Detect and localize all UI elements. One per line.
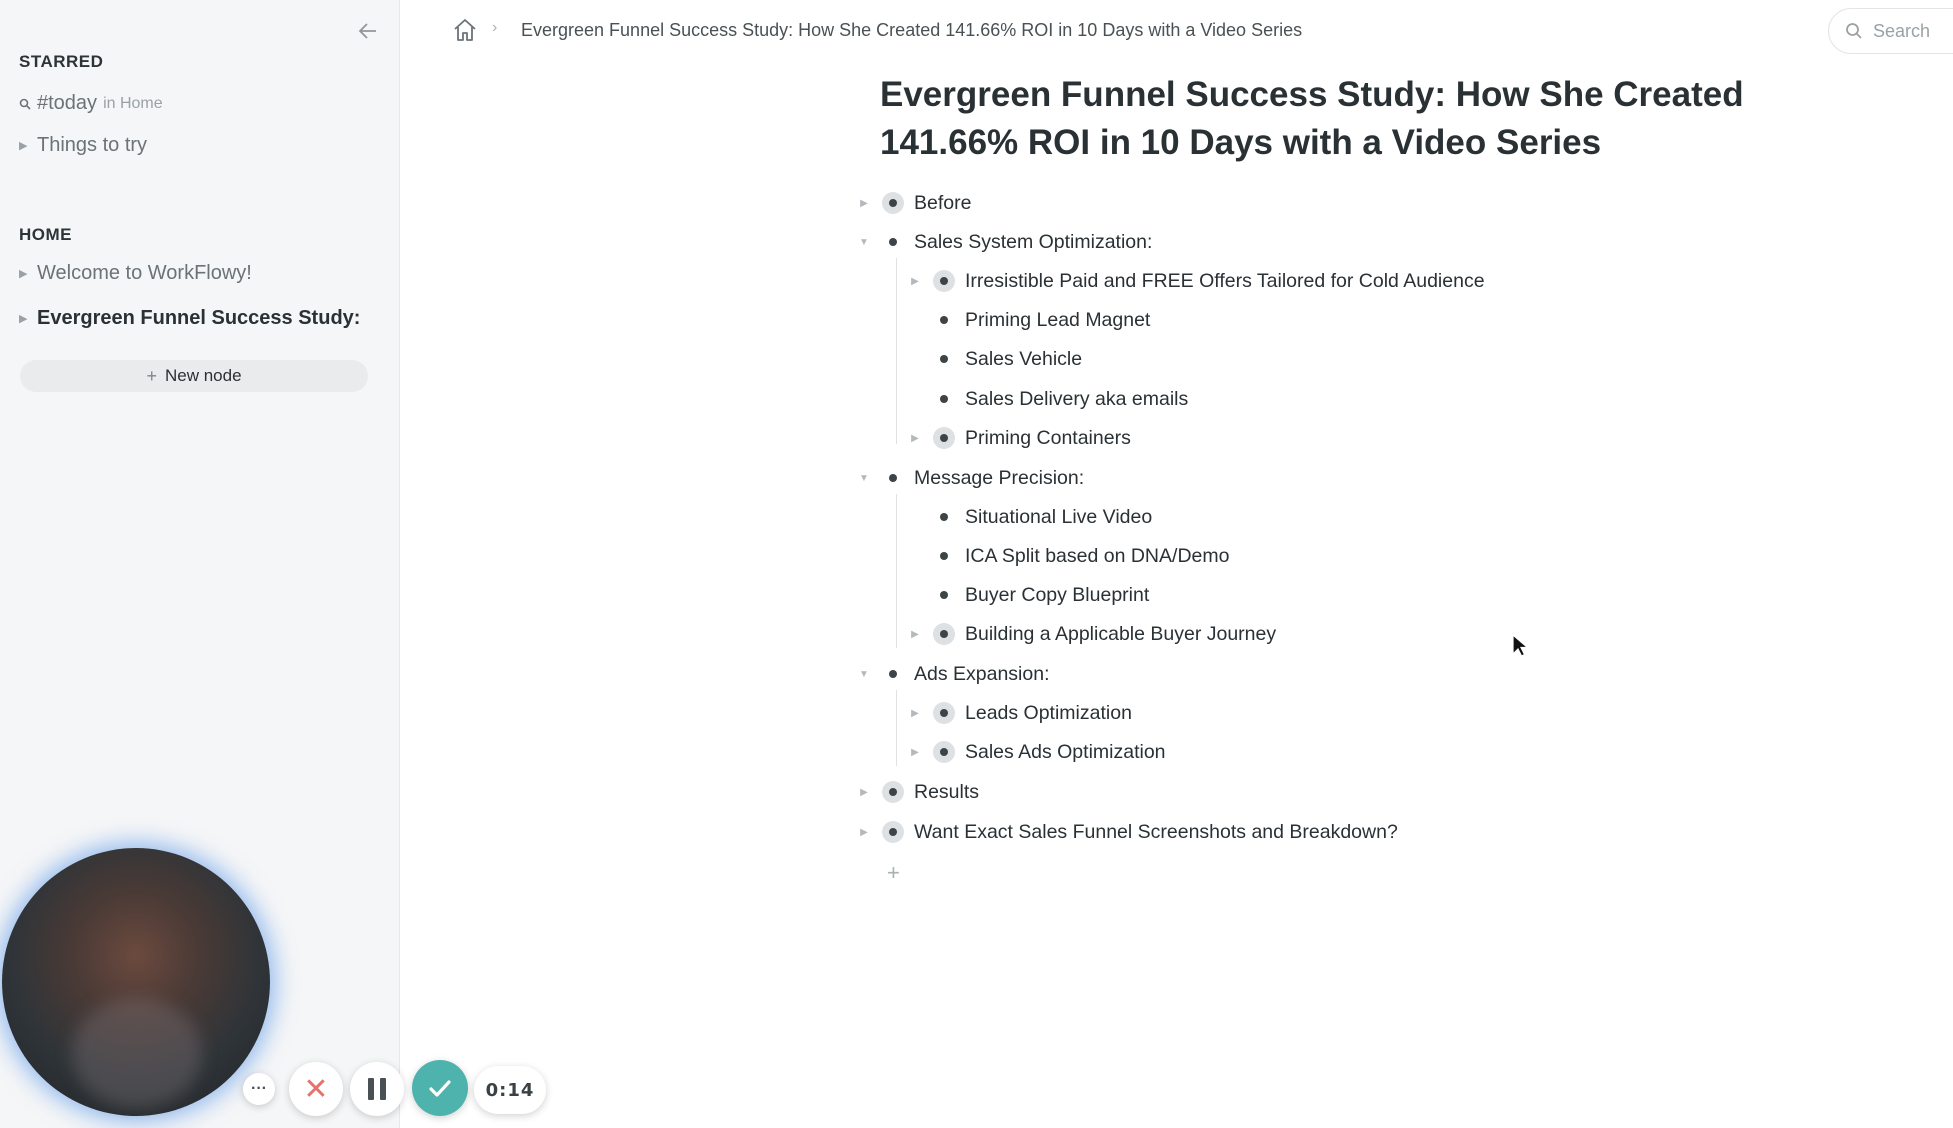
recorder-pause-button[interactable]	[350, 1062, 404, 1116]
expand-triangle-icon: ▶	[19, 268, 28, 280]
collapse-sidebar-button[interactable]	[353, 16, 383, 46]
bullet-icon[interactable]	[882, 663, 904, 685]
starred-item-location: in Home	[103, 94, 163, 112]
outline-item-text[interactable]: ICA Split based on DNA/Demo	[965, 544, 1230, 567]
bullet-icon[interactable]	[933, 741, 955, 763]
outline-item[interactable]	[933, 385, 1188, 413]
search-input[interactable]	[1828, 8, 1953, 54]
home-button[interactable]	[451, 16, 479, 44]
search-icon	[1845, 22, 1863, 40]
outline-item[interactable]	[911, 699, 1132, 727]
expand-triangle-icon[interactable]: ▶	[911, 432, 919, 444]
add-item-plus-icon[interactable]: +	[887, 860, 900, 885]
outline-item-text[interactable]: Before	[914, 191, 972, 214]
chevron-right-icon: ›	[492, 19, 498, 36]
arrow-left-icon	[357, 20, 379, 42]
bullet-icon[interactable]	[933, 348, 955, 370]
new-node-button[interactable]	[20, 360, 368, 392]
outline-item[interactable]	[933, 542, 1229, 570]
outline-item[interactable]	[860, 778, 980, 806]
search-icon	[19, 98, 37, 110]
pause-icon-bar	[380, 1078, 386, 1100]
bullet-icon[interactable]	[933, 545, 955, 567]
home-heading: HOME	[19, 225, 72, 244]
bullet-icon[interactable]	[882, 231, 904, 253]
outline-item-text[interactable]: Sales Vehicle	[965, 347, 1083, 370]
outline-item[interactable]	[933, 306, 1150, 334]
outline-item-text[interactable]: Priming Containers	[965, 426, 1131, 449]
expand-triangle-icon[interactable]: ▶	[911, 707, 919, 719]
bullet-icon[interactable]	[933, 309, 955, 331]
pause-icon-bar	[368, 1078, 374, 1100]
collapse-triangle-icon[interactable]: ▼	[859, 236, 869, 248]
outline-item-text[interactable]: Situational Live Video	[965, 505, 1153, 528]
bullet-icon[interactable]	[933, 427, 955, 449]
outline-item-text[interactable]: Results	[914, 780, 980, 803]
bullet-icon[interactable]	[882, 821, 904, 843]
outline-item[interactable]	[859, 464, 1085, 492]
recorder-more-button[interactable]	[243, 1073, 275, 1105]
starred-item-label: Things to try	[37, 134, 148, 156]
bullet-icon[interactable]	[933, 270, 955, 292]
recorder-timer: 0:14	[474, 1066, 546, 1114]
close-icon: ✕	[303, 1072, 329, 1106]
recorder-finish-button[interactable]	[412, 1060, 468, 1116]
webcam-bubble[interactable]	[2, 848, 270, 1116]
outline-item[interactable]	[933, 345, 1082, 373]
expand-triangle-icon[interactable]: ▶	[911, 746, 919, 758]
home-item-label: Welcome to WorkFlowy!	[37, 262, 252, 284]
more-icon: ···	[251, 1080, 267, 1097]
outline-item-text[interactable]: Ads Expansion:	[914, 662, 1050, 685]
expand-triangle-icon[interactable]: ▶	[911, 275, 919, 287]
expand-triangle-icon[interactable]: ▶	[911, 628, 919, 640]
outline-item-text[interactable]: Want Exact Sales Funnel Screenshots and Breakdown?	[914, 820, 1398, 843]
bullet-icon[interactable]	[933, 388, 955, 410]
bullet-icon[interactable]	[933, 584, 955, 606]
outline-item[interactable]	[860, 818, 1398, 846]
home-item-welcome[interactable]	[19, 262, 252, 285]
outline-item[interactable]	[911, 620, 1277, 648]
expand-triangle-icon[interactable]: ▶	[860, 826, 868, 838]
collapse-triangle-icon[interactable]: ▼	[859, 472, 869, 484]
bullet-icon[interactable]	[882, 467, 904, 489]
outline-item[interactable]	[933, 503, 1152, 531]
new-node-label: New node	[164, 366, 242, 385]
starred-item-things-to-try[interactable]	[19, 134, 147, 157]
bullet-icon[interactable]	[882, 781, 904, 803]
outline-guide-line	[896, 690, 897, 766]
search-placeholder: Search	[1873, 20, 1931, 41]
mouse-cursor-icon	[1512, 634, 1528, 658]
plus-icon: +	[146, 365, 157, 386]
outline-guide-line	[896, 258, 897, 444]
expand-triangle-icon[interactable]: ▶	[860, 786, 868, 798]
starred-item-today[interactable]	[19, 92, 163, 115]
outline-item-text[interactable]: Sales System Optimization:	[914, 230, 1153, 253]
outline-item[interactable]	[911, 267, 1485, 295]
page-title[interactable]: Evergreen Funnel Success Study: How She Created 141.66% ROI in 10 Days with a Video Series	[880, 75, 1744, 162]
bullet-icon[interactable]	[933, 623, 955, 645]
outline-item-text[interactable]: Irresistible Paid and FREE Offers Tailored for Cold Audience	[965, 269, 1485, 292]
breadcrumb-current[interactable]: Evergreen Funnel Success Study: How She Created 141.66% ROI in 10 Days with a Video Series	[521, 20, 1303, 40]
outline-item-text[interactable]: Buyer Copy Blueprint	[965, 583, 1150, 606]
starred-heading: STARRED	[19, 52, 104, 71]
outline-item[interactable]	[860, 189, 972, 217]
checkmark-icon	[426, 1074, 454, 1102]
outline-item-text[interactable]: Sales Delivery aka emails	[965, 387, 1189, 410]
outline-item[interactable]	[859, 228, 1153, 256]
outline-item[interactable]	[933, 581, 1149, 609]
expand-triangle-icon[interactable]: ▶	[860, 197, 868, 209]
collapse-triangle-icon[interactable]: ▼	[859, 668, 869, 680]
recorder-cancel-button[interactable]	[289, 1062, 343, 1116]
outline-guide-line	[896, 494, 897, 648]
home-icon	[451, 16, 479, 44]
bullet-icon[interactable]	[933, 506, 955, 528]
outline-item-text[interactable]: Leads Optimization	[965, 701, 1132, 724]
home-item-evergreen[interactable]	[19, 307, 360, 330]
starred-item-label: #today	[37, 92, 98, 114]
expand-triangle-icon: ▶	[19, 140, 28, 152]
outline-item-text[interactable]: Priming Lead Magnet	[965, 308, 1151, 331]
bullet-icon[interactable]	[882, 192, 904, 214]
expand-triangle-icon: ▶	[19, 313, 28, 325]
outline-item-text[interactable]: Message Precision:	[914, 466, 1085, 489]
outline-item[interactable]	[911, 424, 1131, 452]
outline-item-text[interactable]: Building a Applicable Buyer Journey	[965, 622, 1277, 645]
home-item-label: Evergreen Funnel Success Study:	[37, 307, 361, 329]
bullet-icon[interactable]	[933, 702, 955, 724]
outline-item-text[interactable]: Sales Ads Optimization	[965, 740, 1166, 763]
outline-item[interactable]	[911, 738, 1166, 766]
outline-item[interactable]	[859, 660, 1050, 688]
